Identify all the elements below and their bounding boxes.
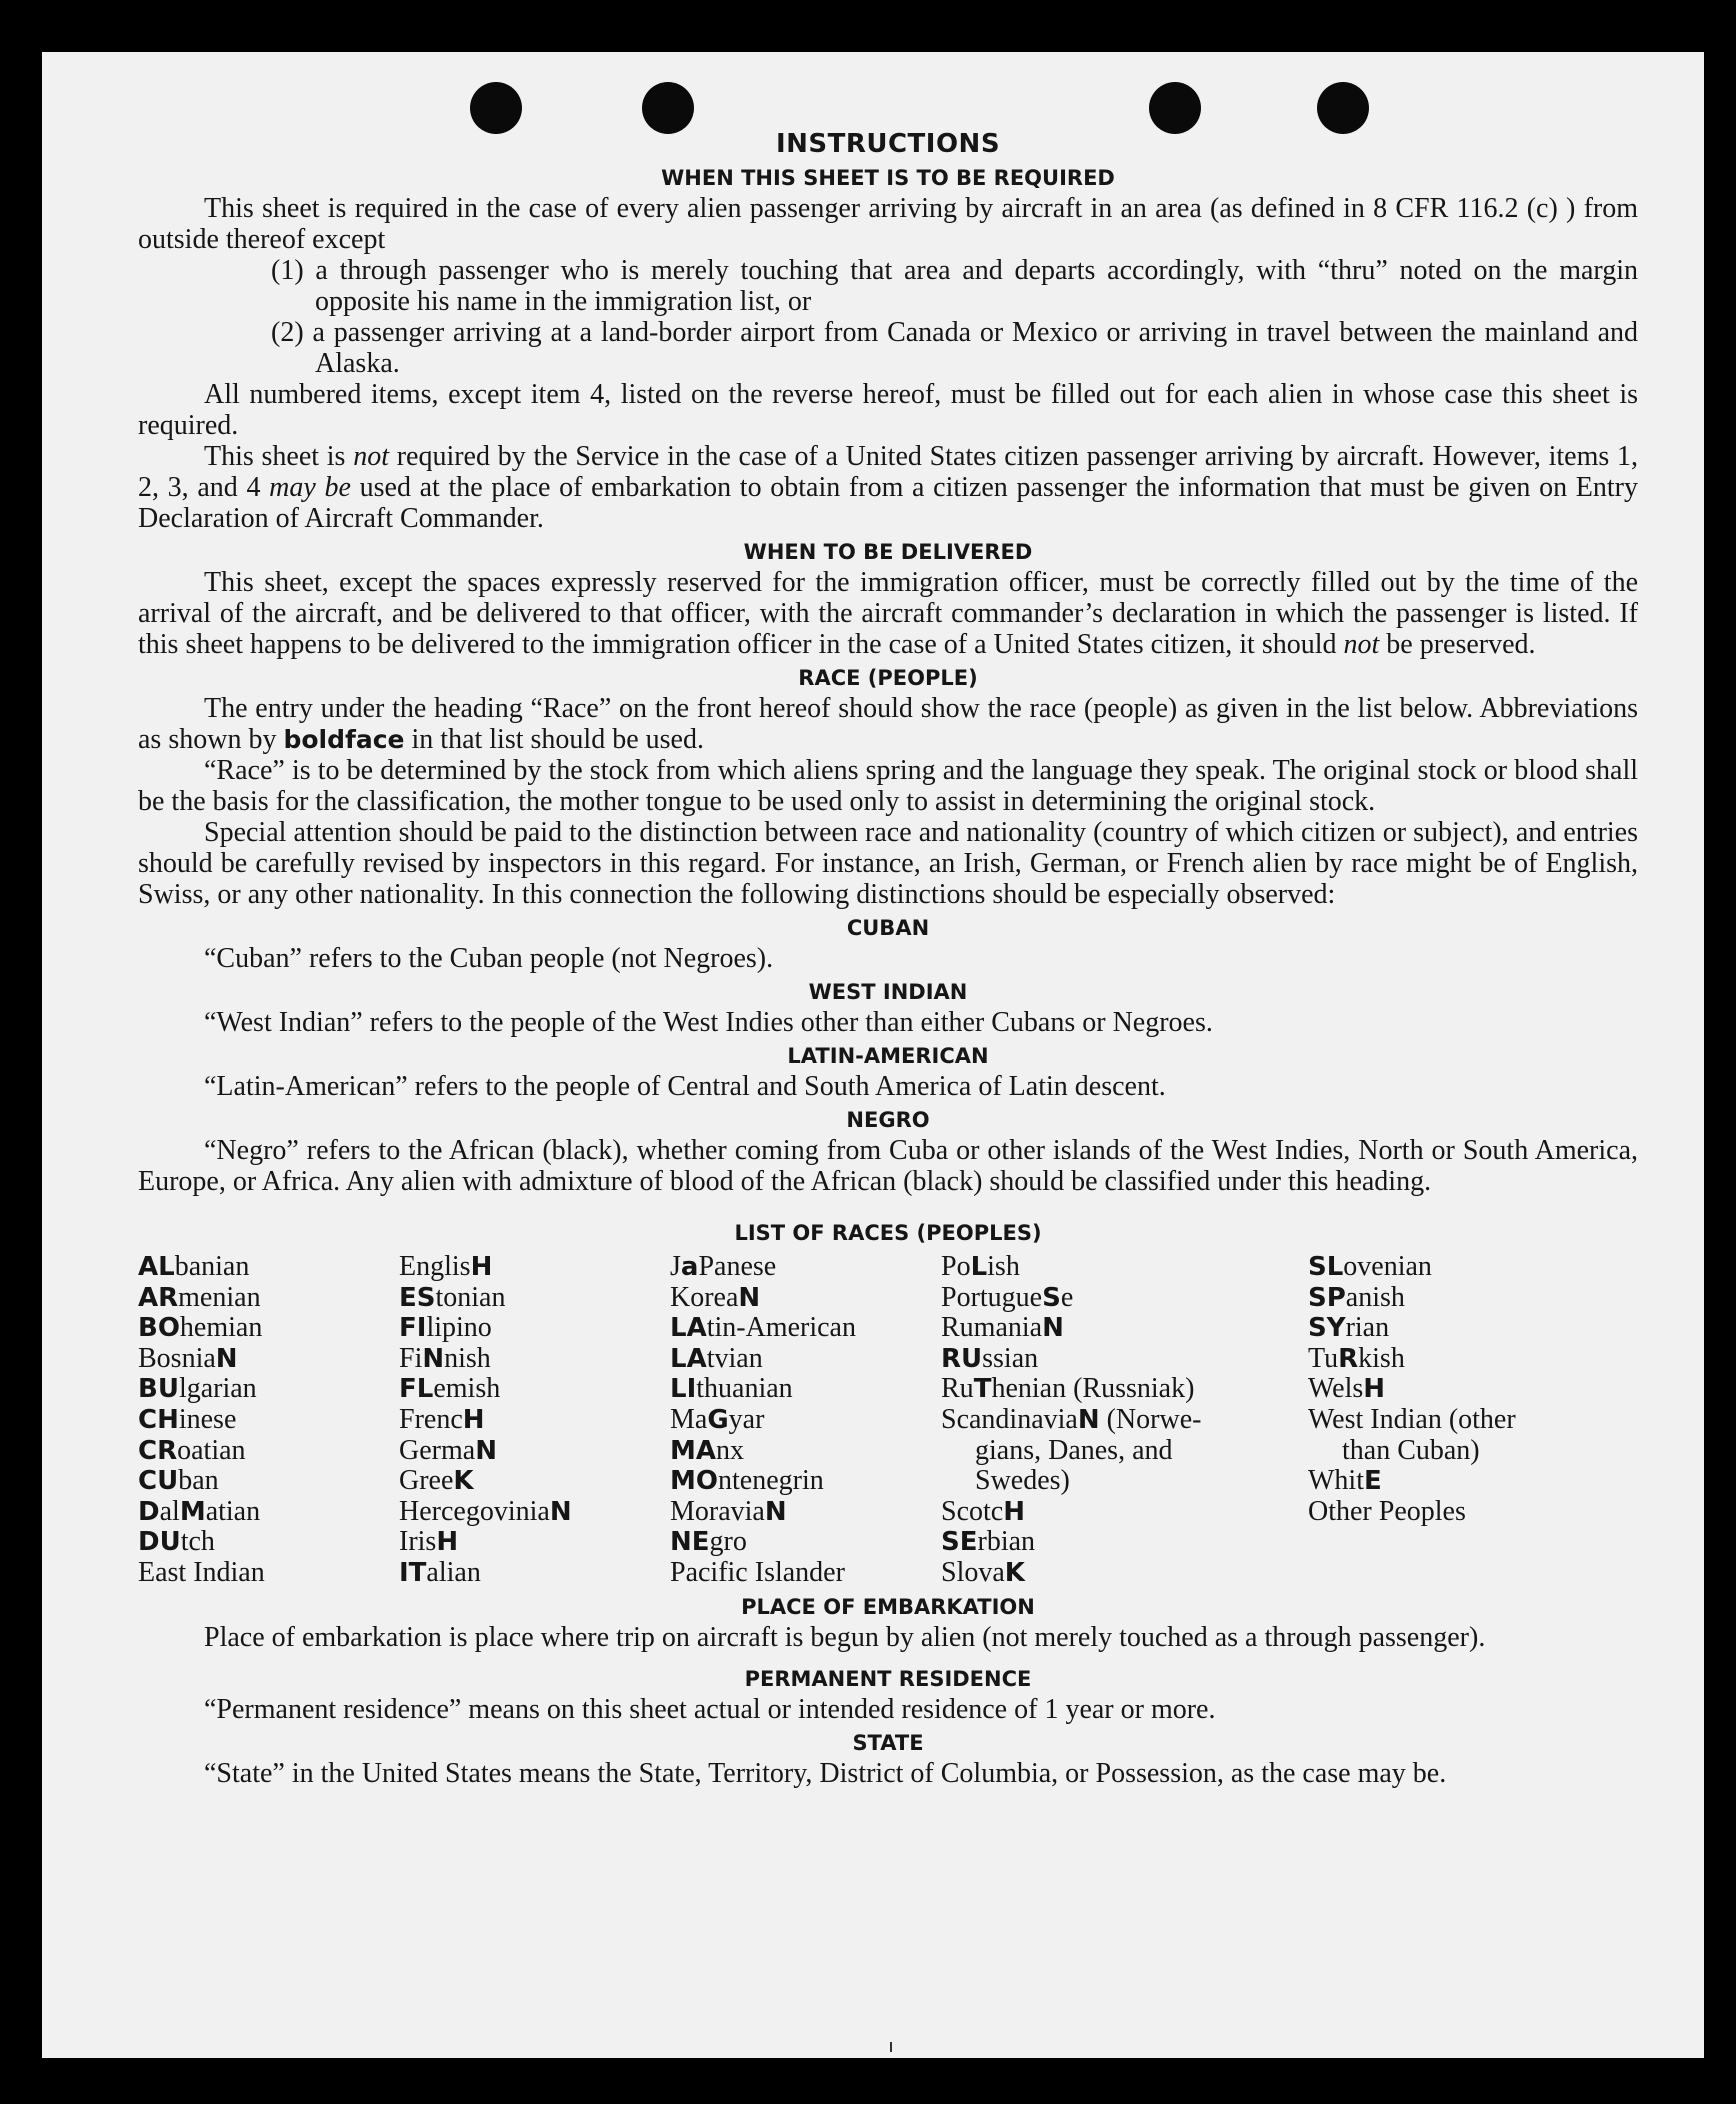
page-title: INSTRUCTIONS: [775, 129, 1001, 159]
race-abbreviation: H: [1363, 1374, 1386, 1405]
race-entry: [138, 1436, 399, 1467]
race-abbreviation: BU: [138, 1374, 179, 1405]
race-text: Germa: [399, 1434, 476, 1466]
race-text: Ru: [941, 1373, 974, 1405]
race-text: lipino: [426, 1312, 492, 1344]
race-text: gians, Danes, and: [975, 1434, 1173, 1466]
race-text: hemian: [179, 1312, 263, 1344]
heading-embarkation: PLACE OF EMBARKATION: [741, 1594, 1035, 1619]
race-entry: [670, 1527, 941, 1558]
race-abbreviation: FI: [399, 1313, 427, 1344]
race-text: ssian: [982, 1342, 1039, 1374]
paragraph-latin-american: “Latin-American” refers to the people of Central and South America of Latin descent.: [204, 1071, 1166, 1102]
race-column-4: [941, 1252, 1308, 1589]
race-text: Slova: [941, 1556, 1005, 1588]
race-entry: [1308, 1283, 1608, 1314]
race-text: Po: [941, 1251, 971, 1282]
race-entry: [941, 1436, 1308, 1467]
instructions-body: [138, 128, 1638, 1789]
race-abbreviation: AL: [138, 1252, 175, 1282]
race-column-3: [670, 1252, 941, 1589]
race-abbreviation: G: [707, 1404, 729, 1435]
race-entry: [670, 1497, 941, 1528]
race-entry: [670, 1252, 941, 1283]
race-abbreviation: SY: [1308, 1313, 1346, 1344]
race-text: Scandinavia: [941, 1403, 1078, 1435]
race-entry: [670, 1283, 941, 1314]
race-text: ovenian: [1343, 1251, 1432, 1282]
race-entry: [399, 1436, 670, 1467]
race-entry: [138, 1558, 399, 1589]
race-text: al: [159, 1495, 180, 1527]
race-text: Rumania: [941, 1312, 1043, 1344]
race-text: (Norwe-: [1099, 1403, 1202, 1435]
race-text: Tu: [1308, 1342, 1339, 1374]
race-abbreviation: BO: [138, 1313, 180, 1344]
race-text: Hercegovinia: [399, 1495, 550, 1527]
race-column-2: [399, 1252, 670, 1589]
race-entry: [1308, 1252, 1608, 1283]
race-text: Gree: [399, 1465, 454, 1497]
race-entry: [670, 1558, 941, 1589]
race-column-5: [1308, 1252, 1608, 1589]
race-abbreviation: LA: [670, 1313, 707, 1344]
race-text: lgarian: [178, 1373, 257, 1405]
race-abbreviation: D: [138, 1496, 160, 1527]
paragraph-permanent-residence: “Permanent residence” means on this sheet actual or intended residence of 1 year or more.: [204, 1693, 1216, 1725]
race-abbreviation: FL: [399, 1374, 434, 1405]
heading-permanent-residence: PERMANENT RESIDENCE: [744, 1666, 1032, 1691]
heading-race: RACE (PEOPLE): [798, 666, 978, 690]
race-entry: [1308, 1313, 1608, 1344]
heading-west-indian: WEST INDIAN: [808, 980, 968, 1004]
race-abbreviation: N: [422, 1343, 445, 1374]
race-entry: [670, 1344, 941, 1375]
race-text: atian: [205, 1495, 261, 1527]
race-text: kish: [1358, 1342, 1405, 1374]
race-text: tin-American: [706, 1312, 856, 1344]
race-text: nx: [716, 1434, 744, 1466]
race-abbreviation: N: [215, 1343, 238, 1374]
race-abbreviation: CH: [138, 1404, 179, 1435]
race-abbreviation: LA: [670, 1343, 707, 1374]
race-entry: [1308, 1497, 1608, 1528]
race-abbreviation: MA: [670, 1435, 716, 1466]
race-abbreviation: LI: [670, 1374, 697, 1405]
race-abbreviation: CU: [138, 1466, 179, 1497]
race-text: tonian: [435, 1281, 506, 1313]
race-text: Fi: [399, 1342, 423, 1374]
race-entry: [941, 1466, 1308, 1497]
race-text: anish: [1345, 1281, 1405, 1313]
race-abbreviation: L: [970, 1252, 988, 1282]
race-abbreviation: IT: [399, 1557, 427, 1588]
race-abbreviation: RU: [941, 1343, 983, 1374]
race-abbreviation: N: [1042, 1313, 1064, 1344]
race-text: nish: [444, 1342, 491, 1374]
race-abbreviation: N: [549, 1496, 572, 1527]
paragraph-numbered-items: All numbered items, except item 4, listed on the reverse hereof, must be filled out for each alien in whose case this sheet is required.: [138, 379, 1638, 441]
paragraph-race-entry: The entry under the heading “Race” on the front hereof should show the race (people) as given in the list below. Abbreviations as shown by boldface in that list should be used.: [138, 693, 1638, 755]
race-text: East Indian: [138, 1556, 265, 1588]
punch-hole: [1317, 82, 1369, 134]
paragraph-citizen-passenger: This sheet is not required by the Service in the case of a United States citizen passenger arriving by aircraft. However, items 1, 2, 3, and 4 may be used at the place of embarkation to obtain from a citizen passenger the information that must be given on Entry Declaration of Aircraft Commander.: [138, 441, 1638, 534]
exception-item-1: (1) a through passenger who is merely touching that area and departs accordingly, with “thru” noted on the margin opposite his name in the immigration list, or: [271, 255, 1638, 317]
race-text: Frenc: [399, 1403, 463, 1435]
race-abbreviation: MO: [670, 1466, 718, 1497]
race-abbreviation: N: [738, 1282, 761, 1313]
race-entry: [1308, 1344, 1608, 1375]
race-abbreviation: M: [179, 1496, 206, 1527]
heading-negro: NEGRO: [846, 1108, 930, 1132]
race-text: henian (Russniak): [991, 1373, 1195, 1405]
race-abbreviation: a: [680, 1252, 699, 1282]
race-abbreviation: T: [973, 1374, 992, 1405]
race-text: oatian: [177, 1434, 246, 1466]
race-abbreviation: NE: [670, 1527, 710, 1558]
race-entry: [399, 1252, 670, 1283]
race-abbreviation: N: [475, 1435, 497, 1466]
race-list: [138, 1252, 1638, 1589]
race-text: Other Peoples: [1308, 1495, 1466, 1527]
paragraph-embarkation: Place of embarkation is place where trip on aircraft is begun by alien (not merely touched as a through passenger).: [204, 1621, 1486, 1653]
race-abbreviation: SE: [941, 1527, 978, 1558]
race-text: tch: [180, 1526, 215, 1558]
race-text: Whit: [1308, 1465, 1364, 1497]
race-text: Ma: [670, 1403, 708, 1435]
punch-hole: [470, 82, 522, 134]
race-text: tvian: [706, 1342, 763, 1374]
race-text: alian: [426, 1556, 481, 1588]
race-abbreviation: H: [462, 1404, 485, 1435]
race-entry: [941, 1374, 1308, 1405]
race-abbreviation: N: [764, 1496, 787, 1527]
race-entry: [399, 1283, 670, 1314]
heading-when-required: WHEN THIS SHEET IS TO BE REQUIRED: [661, 166, 1115, 190]
heading-cuban: CUBAN: [846, 916, 930, 940]
race-text: yar: [728, 1403, 765, 1435]
punch-hole: [642, 82, 694, 134]
race-text: than Cuban): [1342, 1434, 1480, 1466]
race-text: J: [670, 1251, 681, 1282]
race-text: ban: [178, 1465, 219, 1497]
paragraph-delivery: This sheet, except the spaces expressly reserved for the immigration officer, must be correctly filled out by the time of the arrival of the aircraft, and be delivered to that officer, with the aircraft commander’s declaration in which the passenger is listed. If this sheet happens to be delivered to the immigration officer in the case of a United States citizen, it should not be preserved.: [138, 567, 1638, 660]
race-text: Scotc: [941, 1495, 1004, 1527]
race-text: banian: [174, 1251, 250, 1282]
paragraph-negro: “Negro” refers to the African (black), whether coming from Cuba or other islands of the West Indies, North or South America, Europe, or Africa. Any alien with admixture of blood of the African (black) should be classified under this heading.: [138, 1135, 1638, 1197]
race-abbreviation: E: [1364, 1466, 1382, 1497]
paragraph-cuban: “Cuban” refers to the Cuban people (not Negroes).: [204, 943, 774, 974]
race-entry: [941, 1527, 1308, 1558]
page-tick-mark: [890, 2042, 892, 2052]
race-text: e: [1060, 1281, 1074, 1313]
race-entry: [138, 1252, 399, 1283]
race-text: ntenegrin: [717, 1465, 824, 1497]
race-entry: [670, 1436, 941, 1467]
race-text: menian: [178, 1281, 261, 1313]
heading-when-delivered: WHEN TO BE DELIVERED: [743, 540, 1033, 564]
race-entry: [399, 1405, 670, 1436]
race-text: Moravia: [670, 1495, 765, 1527]
race-entry: [670, 1374, 941, 1405]
heading-latin-american: LATIN-AMERICAN: [787, 1044, 989, 1068]
race-entry: [399, 1313, 670, 1344]
paragraph-race-nationality: Special attention should be paid to the distinction between race and nationality (country of which citizen or subject), and entries should be carefully revised by inspectors in this regard. For instance, an Irish, German, or French alien by race might be of English, Swiss, or any other nationality. In this connection the following distinctions should be especially observed:: [138, 817, 1638, 910]
race-entry: [399, 1374, 670, 1405]
race-entry: [138, 1344, 399, 1375]
paragraph-required-intro: This sheet is required in the case of every alien passenger arriving by aircraft in an area (as defined in 8 CFR 116.2 (c) ) from outside thereof except: [138, 193, 1638, 255]
race-entry: [138, 1497, 399, 1528]
punch-hole: [1149, 82, 1201, 134]
race-abbreviation: ES: [399, 1282, 436, 1313]
race-entry: [138, 1283, 399, 1314]
race-text: Korea: [670, 1281, 739, 1313]
race-entry: [399, 1466, 670, 1497]
race-abbreviation: H: [1003, 1496, 1025, 1527]
race-entry: [138, 1527, 399, 1558]
race-abbreviation: K: [1004, 1557, 1025, 1588]
race-text: West Indian (other: [1308, 1403, 1516, 1435]
race-entry: [941, 1405, 1308, 1436]
race-text: Bosnia: [138, 1342, 216, 1374]
race-entry: [941, 1283, 1308, 1314]
race-entry: [138, 1466, 399, 1497]
race-entry: [399, 1527, 670, 1558]
race-text: inese: [178, 1403, 237, 1435]
heading-state: STATE: [852, 1730, 924, 1755]
race-entry: [138, 1374, 399, 1405]
race-entry: [399, 1558, 670, 1589]
race-entry: [670, 1466, 941, 1497]
race-text: rbian: [977, 1526, 1036, 1558]
exception-item-2: (2) a passenger arriving at a land-border airport from Canada or Mexico or arriving in travel between the mainland and Alaska.: [271, 317, 1638, 379]
race-entry: [941, 1558, 1308, 1589]
race-text: Wels: [1308, 1373, 1364, 1405]
race-entry: [399, 1344, 670, 1375]
race-column-1: [138, 1252, 399, 1589]
race-abbreviation: K: [453, 1466, 474, 1497]
race-abbreviation: H: [436, 1527, 459, 1558]
race-entry: [1308, 1405, 1608, 1436]
paragraph-state: “State” in the United States means the State, Territory, District of Columbia, or Possession, as the case may be.: [204, 1757, 1447, 1789]
race-abbreviation: N: [1077, 1404, 1100, 1435]
race-text: ish: [987, 1251, 1020, 1282]
race-entry: [941, 1313, 1308, 1344]
race-text: P: [698, 1251, 715, 1282]
heading-list-of-races: LIST OF RACES (PEOPLES): [734, 1221, 1042, 1245]
race-entry: [399, 1497, 670, 1528]
race-text: Swedes): [975, 1465, 1070, 1497]
race-entry: [941, 1497, 1308, 1528]
race-text: thuanian: [696, 1373, 793, 1405]
race-entry: [1308, 1466, 1608, 1497]
paragraph-west-indian: “West Indian” refers to the people of the West Indies other than either Cubans or Negroes.: [204, 1007, 1213, 1038]
race-abbreviation: R: [1338, 1343, 1359, 1374]
race-abbreviation: AR: [138, 1282, 179, 1313]
paragraph-race-definition: “Race” is to be determined by the stock from which aliens spring and the language they speak. The original stock or blood shall be the basis for the classification, the mother tongue to be used only to assist in determining the original stock.: [138, 755, 1638, 817]
race-abbreviation: DU: [138, 1527, 181, 1558]
document-sheet: [42, 52, 1704, 2058]
race-entry: [1308, 1436, 1608, 1467]
race-text: Englis: [399, 1251, 471, 1282]
race-entry: [941, 1252, 1308, 1283]
race-entry: [138, 1405, 399, 1436]
race-entry: [941, 1344, 1308, 1375]
race-text: gro: [709, 1526, 747, 1558]
race-abbreviation: H: [470, 1252, 493, 1282]
race-text: anese: [714, 1251, 777, 1282]
race-entry: [138, 1313, 399, 1344]
race-abbreviation: CR: [138, 1435, 178, 1466]
race-text: Iris: [399, 1526, 437, 1558]
race-text: Portugue: [941, 1281, 1043, 1313]
race-entry: [670, 1313, 941, 1344]
race-text: rian: [1345, 1312, 1390, 1344]
race-entry: [670, 1405, 941, 1436]
race-entry: [1308, 1374, 1608, 1405]
race-abbreviation: SP: [1308, 1282, 1346, 1313]
race-text: emish: [433, 1373, 501, 1405]
race-abbreviation: S: [1042, 1282, 1061, 1313]
race-text: Pacific Islander: [670, 1556, 845, 1588]
race-abbreviation: SL: [1308, 1252, 1344, 1282]
